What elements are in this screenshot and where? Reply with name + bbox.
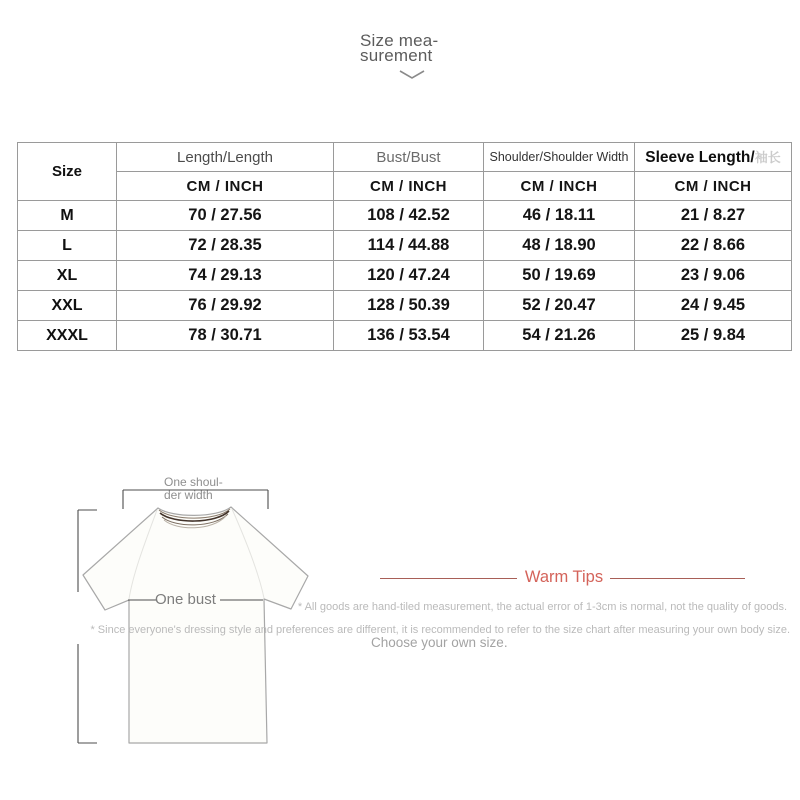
bust-cell: 108 / 42.52 [334,201,484,231]
size-cell: XXXL [18,321,117,351]
warm-tip-1: * All goods are hand-tiled measurement, the actual error of 1-3cm is normal, not the quality of goods. [297,601,787,613]
table-row [18,291,792,321]
length-cell: 78 / 30.71 [117,321,334,351]
chevron-down-icon [398,69,426,81]
warm-tips-heading: Warm Tips [524,568,604,586]
table-row [18,261,792,291]
shoulder-width-label-line1: One shoul- [164,475,223,489]
page-title-line2: surement [360,46,433,65]
table-header-sleeve-en: Sleeve Length/ [645,149,755,166]
shoulder-width-label [164,476,244,502]
table-header-bust: Bust/Bust [334,143,484,172]
warm-tips-divider-left [380,578,517,579]
shoulder-width-label-line2: der width [164,488,213,502]
size-cell: M [18,201,117,231]
unit-cell-bust: CM / INCH [334,172,484,201]
table-row [18,201,792,231]
table-header-sleeve-cn: 袖长 [754,150,781,165]
bust-cell: 136 / 53.54 [334,321,484,351]
sleeve-cell: 24 / 9.45 [635,291,792,321]
shoulder-cell: 46 / 18.11 [484,201,635,231]
warm-tips-divider-right [610,578,745,579]
sleeve-cell: 23 / 9.06 [635,261,792,291]
size-cell: L [18,231,117,261]
warm-tip-2: * Since everyone's dressing style and preferences are different, it is recommended to refer to the size chart after measuring your own body size. [90,624,790,636]
size-table [17,142,792,351]
warm-tip-3: Choose your own size. [371,635,508,650]
size-cell: XL [18,261,117,291]
sleeve-cell: 21 / 8.27 [635,201,792,231]
page-title [360,33,438,63]
table-header-size: Size [18,143,117,201]
table-row [18,231,792,261]
table-header-sleeve [635,143,792,172]
sleeve-cell: 22 / 8.66 [635,231,792,261]
shoulder-cell: 54 / 21.26 [484,321,635,351]
shoulder-cell: 50 / 19.69 [484,261,635,291]
table-row [18,321,792,351]
shoulder-cell: 52 / 20.47 [484,291,635,321]
size-cell: XXL [18,291,117,321]
length-cell: 74 / 29.13 [117,261,334,291]
table-header-length: Length/Length [117,143,334,172]
bust-label: One bust [155,591,216,608]
length-cell: 72 / 28.35 [117,231,334,261]
shoulder-cell: 48 / 18.90 [484,231,635,261]
length-cell: 76 / 29.92 [117,291,334,321]
bust-cell: 120 / 47.24 [334,261,484,291]
table-header-shoulder: Shoulder/Shoulder Width [484,143,635,172]
unit-cell-shoulder: CM / INCH [484,172,635,201]
unit-cell-sleeve: CM / INCH [635,172,792,201]
bust-cell: 114 / 44.88 [334,231,484,261]
unit-cell-length: CM / INCH [117,172,334,201]
bust-cell: 128 / 50.39 [334,291,484,321]
sleeve-cell: 25 / 9.84 [635,321,792,351]
length-cell: 70 / 27.56 [117,201,334,231]
page-title-line1: Size mea- [360,31,439,50]
